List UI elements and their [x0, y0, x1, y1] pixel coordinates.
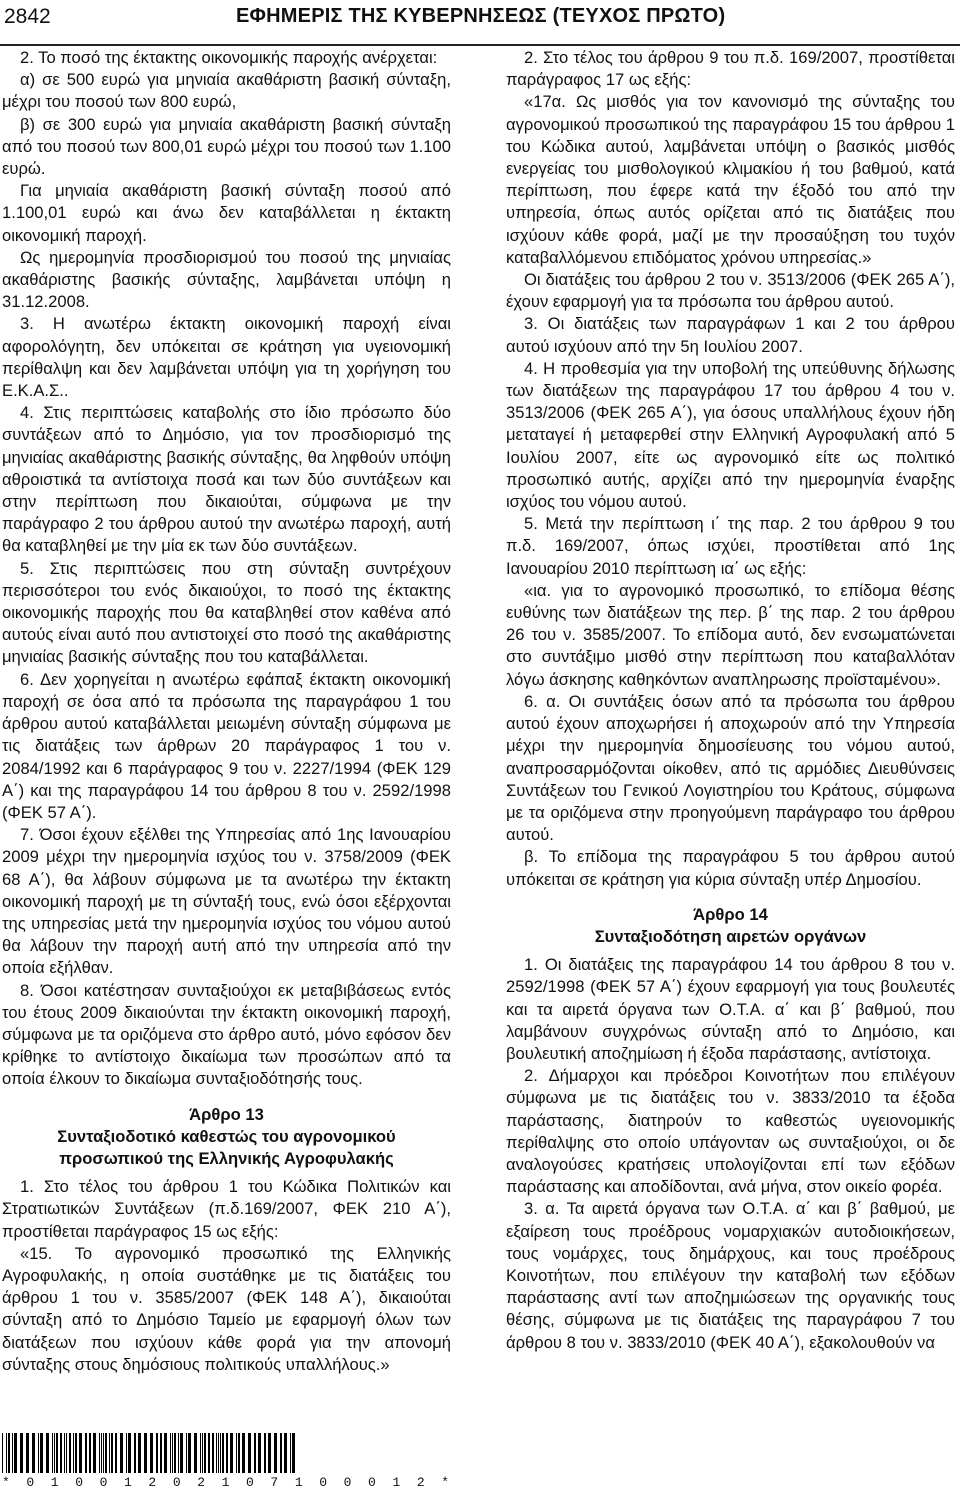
paragraph: 4. Η προθεσμία για την υποβολή της υπεύθυνης δήλωσης των διατάξεων της παραγράφου 17 του άρθρου 4 του ν. 3513/2006 (ΦΕΚ 265 Α΄), για όσους υπαλλήλους έχουν ήδη μεταταγεί ή μεταφερθεί στην Ελληνική Αγροφυλακή από 5 Ιουλίου 2007, είτε ως αγρονομικό είτε ως πολιτικό προσωπικό αυτής, αρχίζει από την ημερομηνία έναρξης ισχύος του νόμου αυτού.	[506, 358, 955, 512]
barcode-bar	[200, 1433, 201, 1473]
barcode-bar	[220, 1433, 221, 1473]
barcode-bar	[93, 1433, 96, 1473]
paragraph: 7. Όσοι έχουν εξέλθει της Υπηρεσίας από 1ης Ιανουαρίου 2009 μέχρι την ημερομηνία ισχύος του ν. 3758/2009 (ΦΕΚ 68 Α΄), θα λάβουν σύμφωνα με τα ανωτέρω την έκτακτη οικονομική παροχή με τη σύνταξή τους, ενώ όσοι εξέρχονται της υπηρεσίας μετά την ημερομηνία ισχύος του νόμου αυτού θα λάβουν την παροχή αυτή από την υπηρεσία από την οποία εξήλθαν.	[2, 825, 451, 978]
barcode-bar	[248, 1433, 251, 1473]
barcode-bar	[254, 1433, 256, 1473]
barcode-bars	[2, 1433, 298, 1473]
paragraph: 1. Στο τέλος του άρθρου 1 του Κώδικα Πολιτικών και Στρατιωτικών Συντάξεων (π.δ.169/2007, ΦΕΚ 210 Α΄), προστίθεται παράγραφος 15 ως εξής:	[2, 1177, 451, 1241]
barcode-bar	[85, 1433, 87, 1473]
barcode	[2, 1433, 454, 1491]
barcode-bar	[26, 1433, 29, 1473]
barcode-bar	[238, 1433, 240, 1473]
barcode-bar	[186, 1433, 187, 1473]
article-14-title: Συνταξιοδότηση αιρετών οργάνων	[594, 926, 867, 946]
barcode-bar	[99, 1433, 100, 1473]
barcode-bar	[170, 1433, 171, 1473]
paragraph: 6. Δεν χορηγείται η ανωτέρω εφάπαξ έκτακτη οικονομική παροχή σε όσα από τα πρόσωπα της παραγράφου 1 του άρθρου αυτού καταβάλλεται μειωμένη σύνταξη σύμφωνα με τις διατάξεις των άρθρων 20 παράγραφος 1 του ν. 2084/1992 και 6 παράγραφος 9 του ν. 2227/1994 (ΦΕΚ 129 Α΄) και της παραγράφου 14 του άρθρου 8 του ν. 2592/1998 (ΦΕΚ 57 Α΄).	[2, 669, 451, 822]
barcode-text: * 0 1 0 0 1 2 0 2 1 0 7 1 0 0 0 1 2 *	[2, 1475, 454, 1490]
paragraph: β. Το επίδομα της παραγράφου 5 του άρθρου αυτού υπόκειται σε κράτηση για κύρια σύνταξη υπέρ Δημοσίου.	[506, 847, 955, 889]
barcode-bar	[128, 1433, 131, 1473]
barcode-bar	[216, 1433, 217, 1473]
barcode-bar	[8, 1433, 10, 1473]
barcode-bar	[138, 1433, 141, 1473]
page-number: 2842	[4, 5, 51, 28]
paragraph: 3. α. Τα αιρετά όργανα των Ο.Τ.Α. α΄ και β΄ βαθμού, με εξαίρεση τους προέδρους νομαρχιακών αυτοδιοικήσεων, τους νομάρχες, τους δημάρχους, και τους προέδρους Κοινοτήτων, που επιλέγουν την καταβολή των εξόδων παράστασης αντί των αποζημιώσεων της οργανικής τους θέσης, σύμφωνα με τις διατάξεις της παραγράφου 7 του άρθρου 8 του ν. 3833/2010 (ΦΕΚ 40 Α΄), εξακολουθούν να	[506, 1199, 955, 1352]
barcode-bar	[290, 1433, 291, 1473]
barcode-bar	[64, 1433, 65, 1473]
barcode-bar	[103, 1433, 104, 1473]
paragraph: 1. Οι διατάξεις της παραγράφου 14 του άρθρου 8 του ν. 2592/1998 (ΦΕΚ 57 Α΄) έχουν εφαρμογή για τους βουλευτές και τα αιρετά όργανα των Ο.Τ.Α. α΄ και β΄ βαθμού, που λαμβάνουν συγχρόνως σύνταξη από το Δημόσιο, και βουλευτική αποζημίωση ή έξοδα παράστασης, αντίστοιχα.	[506, 955, 955, 1063]
paragraph: 4. Στις περιπτώσεις καταβολής στο ίδιο πρόσωπο δύο συντάξεων από το Δημόσιο, για τον προσδιορισμό της μηνιαίας ακαθάριστης βασικής σύνταξης, θα ληφθούν υπόψη αθροιστικά τα αντίστοιχα ποσά και των δύο συντάξεων και στην περίπτωση που δικαιούται, σύμφωνα με την παράγραφο 2 του άρθρου αυτού την ανωτέρω παροχή, αυτή θα καταβληθεί με την μία εκ των δύο συντάξεων.	[2, 403, 451, 556]
barcode-bar	[178, 1433, 179, 1473]
barcode-bar	[69, 1433, 71, 1473]
barcode-bar	[264, 1433, 266, 1473]
barcode-bar	[12, 1433, 13, 1473]
barcode-bar	[109, 1433, 110, 1473]
article-13-title-line-2: προσωπικού της Ελληνικής Αγροφυλακής	[59, 1148, 394, 1168]
barcode-bar	[105, 1433, 107, 1473]
barcode-bar	[160, 1433, 162, 1473]
barcode-bar	[280, 1433, 282, 1473]
barcode-bar	[111, 1433, 113, 1473]
barcode-bar	[40, 1433, 43, 1473]
barcode-bar	[79, 1433, 82, 1473]
paragraph: 3. Οι διατάξεις των παραγράφων 1 και 2 του άρθρου αυτού ισχύουν από την 5η Ιουλίου 2007.	[506, 314, 955, 356]
barcode-bar	[115, 1433, 117, 1473]
paragraph: 2. Στο τέλος του άρθρου 9 του π.δ. 169/2007, προστίθεται παράγραφος 17 ως εξής:	[506, 48, 955, 90]
barcode-bar	[236, 1433, 237, 1473]
barcode-bar	[126, 1433, 127, 1473]
barcode-bar	[180, 1433, 183, 1473]
barcode-bar	[54, 1433, 55, 1473]
barcode-bar	[120, 1433, 123, 1473]
barcode-bar	[258, 1433, 261, 1473]
barcode-bar	[174, 1433, 176, 1473]
barcode-bar	[89, 1433, 91, 1473]
barcode-bar	[208, 1433, 210, 1473]
barcode-bar	[284, 1433, 287, 1473]
barcode-bar	[230, 1433, 233, 1473]
article-14-number: Άρθρο 14	[693, 904, 768, 924]
barcode-bar	[134, 1433, 136, 1473]
barcode-bar	[144, 1433, 147, 1473]
page-header	[0, 0, 960, 46]
barcode-bar	[14, 1433, 17, 1473]
paragraph: 2. Δήμαρχοι και πρόεδροι Κοινοτήτων που επιλέγουν σύμφωνα με τις διατάξεις του ν. 3833/2010 τα έξοδα παράστασης, διατηρούν το καθεστώς υγειονομικής περίθαλψης στο οποίο υπάγονταν ως συνταξιούχοι, οι δε αναλογούσες κρατήσεις υπολογίζονται επί των εξόδων παράστασης και αποδίδονται, ανά μήνα, στον οικείο φορέα.	[506, 1066, 955, 1197]
barcode-bar	[75, 1433, 77, 1473]
barcode-bar	[38, 1433, 39, 1473]
paragraph: «15. Το αγρονομικό προσωπικό της Ελληνικής Αγροφυλακής, η οποία συστάθηκε με τις διατάξεις του άρθρου 1 του ν. 3585/2007 (ΦΕΚ 148 Α΄), δικαιούται σύνταξη από το Δημόσιο Ταμείο με εφαρμογή όλων των διατάξεων που ισχύουν κάθε φορά για την απονομή σύνταξης στους δημόσιους πολιτικούς υπαλλήλους.»	[2, 1243, 451, 1374]
barcode-bar	[32, 1433, 35, 1473]
barcode-bar	[274, 1433, 277, 1473]
barcode-bar	[226, 1433, 228, 1473]
paragraph: Οι διατάξεις του άρθρου 2 του ν. 3513/2006 (ΦΕΚ 265 Α΄), έχουν εφαρμογή για τα πρόσωπα του άρθρου αυτού.	[506, 270, 955, 312]
barcode-bar	[150, 1433, 153, 1473]
paragraph: «ια. για το αγρονομικό προσωπικό, το επίδομα θέσης ευθύνης των διατάξεων της περ. β΄ της παρ. 2 του άρθρου 26 του ν. 3585/2007. Το επίδομα αυτό, δεν ενσωματώνεται στο συντάξιμο μισθό στην περίπτωση που καταβαλλόταν λόγω άσκησης καθηκόντων αναπληρωσης προϊσταμένου».	[506, 580, 955, 689]
barcode-bar	[188, 1433, 191, 1473]
barcode-bar	[101, 1433, 102, 1473]
right-column	[506, 47, 955, 1354]
barcode-bar	[268, 1433, 271, 1473]
barcode-bar	[202, 1433, 203, 1473]
paragraph: 6. α. Οι συντάξεις όσων από τα πρόσωπα του άρθρου αυτού έχουν αποχωρήσει ή αποχωρούν από την Υπηρεσία μέχρι την ημερομηνία δημοσίευσης του νόμου αυτού, αναπροσαρμόζονται οίκοθεν, από τις αρμόδιες Διευθύνσεις Συντάξεων του Γενικού Λογιστηρίου του Κράτους, σύμφωνα με τα οριζόμενα στην προηγούμενη παράγραφο του άρθρου αυτού.	[506, 691, 955, 845]
paragraph: 3. Η ανωτέρω έκτακτη οικονομική παροχή είναι αφορολόγητη, δεν υπόκειται σε κράτηση για υγειονομική περίθαλψη και δεν λαμβάνεται υπόψη για τη χορήγηση του Ε.Κ.Α.Σ..	[2, 314, 451, 401]
article-13-number: Άρθρο 13	[189, 1104, 264, 1124]
barcode-bar	[60, 1433, 62, 1473]
barcode-bar	[52, 1433, 53, 1473]
paragraph: 2. Το ποσό της έκτακτης οικονομικής παροχής ανέρχεται:	[20, 48, 438, 67]
paragraph: α) σε 500 ευρώ για μηνιαία ακαθάριστη βασική σύνταξη, μέχρι του ποσού των 800 ευρώ,	[2, 70, 451, 112]
barcode-bar	[73, 1433, 74, 1473]
barcode-bar	[204, 1433, 206, 1473]
barcode-bar	[2, 1433, 3, 1473]
paragraph: Ως ημερομηνία προσδιορισμού του ποσού της μηνιαίας ακαθάριστης βασικής σύνταξης, λαμβάνεται υπόψη η 31.12.2008.	[2, 247, 451, 312]
barcode-bar	[172, 1433, 173, 1473]
barcode-bar	[46, 1433, 49, 1473]
paragraph: 5. Στις περιπτώσεις που στη σύνταξη συντρέχουν περισσότεροι του ενός δικαιούχοι, το ποσό της έκτακτης οικονομικής παροχής που θα καταβληθεί στον καθένα από αυτούς είναι αυτό που αντιστοιχεί στο ποσό της ακαθάριστης μηνιαίας βασικής σύνταξης που του καταβάλλεται.	[2, 558, 451, 667]
barcode-bar	[20, 1433, 23, 1473]
paragraph: β) σε 300 ευρώ για μηνιαία ακαθάριστη βασική σύνταξη από του ποσού των 800,01 ευρώ μέχρι του ποσού των 1.100 ευρώ.	[2, 114, 451, 179]
barcode-bar	[212, 1433, 214, 1473]
barcode-bar	[56, 1433, 58, 1473]
article-13-title-line-1: Συνταξιοδοτικό καθεστώς του αγρονομικού	[57, 1126, 396, 1146]
paragraph: 5. Μετά την περίπτωση ι΄ της παρ. 2 του άρθρου 9 του π.δ. 169/2007, όπως ισχύει, προστίθεται από 1ης Ιανουαρίου 2010 περίπτωση ια΄ ως εξής:	[506, 514, 955, 578]
barcode-bar	[164, 1433, 167, 1473]
barcode-bar	[222, 1433, 224, 1473]
barcode-bar	[66, 1433, 67, 1473]
paragraph: «17α. Ως μισθός για τον κανονισμό της σύνταξης του αγρονομικού προσωπικού της παραγράφου 15 του άρθρου 1 του Κώδικα αυτού, λαμβάνεται υπόψη ο βασικός μισθός ενεργείας του μισθολογικού κλιμακίου ή του βαθμού, κατά περίπτωση, που έφερε κατά την έξοδό του από την υπηρεσία, όπως αυτός ορίζεται από τις διατάξεις που ισχύουν κάθε φορά, μαζί με την προσαύξηση του τυχόν καταβαλλόμενου επιδόματος χρόνου υπηρεσίας.»	[506, 92, 955, 267]
barcode-bar	[156, 1433, 158, 1473]
barcode-bar	[218, 1433, 219, 1473]
paragraph: 8. Όσοι κατέστησαν συνταξιούχοι εκ μεταβιβάσεως εντός του έτους 2009 δικαιούνται την έκτακτη οικονομική παροχή, σύμφωνα με τα οριζόμενα στο άρθρο αυτό, μόνο εφόσον δεν κρίθηκε το αντίστοιχο δικαίωμα των προσώπων από τα οποία έλκουν το δικαίωμα συνταξιοδότησής τους.	[2, 980, 451, 1089]
left-column	[2, 47, 451, 1376]
barcode-bar	[194, 1433, 197, 1473]
barcode-bar	[292, 1433, 295, 1473]
barcode-bar	[242, 1433, 245, 1473]
gazette-title: ΕΦΗΜΕΡΙΣ ΤΗΣ ΚΥΒΕΡΝΗΣΕΩΣ (ΤΕΥΧΟΣ ΠΡΩΤΟ)	[236, 5, 726, 27]
barcode-bar	[6, 1433, 7, 1473]
paragraph: Για μηνιαία ακαθάριστη βασική σύνταξη ποσού από 1.100,01 ευρώ και άνω δεν καταβάλλεται η έκτακτη οικονομική παροχή.	[2, 181, 451, 245]
